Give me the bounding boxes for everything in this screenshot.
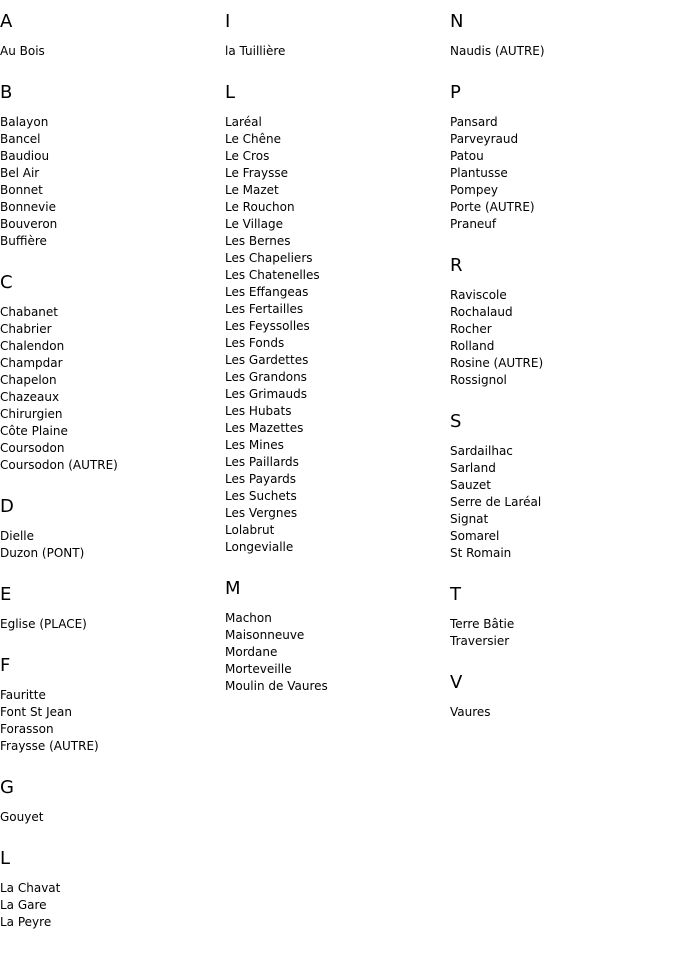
place-link[interactable]: Naudis (AUTRE)	[450, 44, 545, 58]
entry-list	[0, 114, 220, 250]
place-link[interactable]: Bonnevie	[0, 200, 56, 214]
letter-group	[225, 81, 445, 556]
letter-group	[0, 271, 220, 474]
place-link[interactable]: Traversier	[450, 634, 510, 648]
letter-heading: P	[450, 82, 461, 103]
letter-group	[450, 81, 670, 233]
place-link[interactable]: Le Village	[225, 217, 283, 231]
index-column-2	[225, 10, 445, 716]
letter-heading: E	[0, 584, 12, 605]
letter-heading: I	[225, 11, 231, 32]
place-link[interactable]: Chabanet	[0, 305, 59, 319]
place-link[interactable]: Le Rouchon	[225, 200, 295, 214]
place-link[interactable]: Moulin de Vaures	[225, 679, 328, 693]
place-link[interactable]: Fauritte	[0, 688, 46, 702]
place-link[interactable]: Laréal	[225, 115, 262, 129]
place-link[interactable]: Rochalaud	[450, 305, 513, 319]
place-link[interactable]: Raviscole	[450, 288, 507, 302]
letter-group	[225, 10, 445, 60]
place-link[interactable]: Les Mazettes	[225, 421, 304, 435]
place-link[interactable]: Rocher	[450, 322, 492, 336]
place-link[interactable]: Le Mazet	[225, 183, 279, 197]
place-link[interactable]: Bancel	[0, 132, 41, 146]
letter-group	[0, 654, 220, 755]
place-link[interactable]: Parveyraud	[450, 132, 519, 146]
place-link[interactable]: Mordane	[225, 645, 278, 659]
place-link[interactable]: Rossignol	[450, 373, 507, 387]
letter-group	[450, 10, 670, 60]
letter-heading: R	[450, 255, 463, 276]
letter-heading: T	[450, 584, 461, 605]
place-link[interactable]: Baudiou	[0, 149, 50, 163]
place-link[interactable]: Chabrier	[0, 322, 52, 336]
letter-heading: B	[0, 82, 13, 103]
place-link[interactable]: Les Vergnes	[225, 506, 298, 520]
letter-group	[450, 671, 670, 721]
entry-list	[450, 43, 670, 60]
letter-group	[0, 847, 220, 931]
letter-group	[0, 81, 220, 250]
place-link[interactable]: Les Fonds	[225, 336, 285, 350]
letter-heading: M	[225, 578, 241, 599]
entry-list	[450, 443, 670, 562]
letter-heading: S	[450, 411, 462, 432]
letter-heading: D	[0, 496, 14, 517]
entry-list	[225, 114, 445, 556]
place-link[interactable]: Bel Air	[0, 166, 40, 180]
place-link[interactable]: Pansard	[450, 115, 498, 129]
entry-list	[0, 809, 220, 826]
place-link[interactable]: Les Grandons	[225, 370, 307, 384]
place-link[interactable]: Champdar	[0, 356, 63, 370]
place-link[interactable]: Terre Bâtie	[450, 617, 515, 631]
place-link[interactable]: Le Cros	[225, 149, 270, 163]
place-link[interactable]: Côte Plaine	[0, 424, 68, 438]
letter-group	[0, 776, 220, 826]
place-link[interactable]: Dielle	[0, 529, 35, 543]
letter-heading: N	[450, 11, 464, 32]
place-link[interactable]: Somarel	[450, 529, 500, 543]
letter-heading: L	[225, 82, 236, 103]
letter-heading: C	[0, 272, 13, 293]
place-link[interactable]: Vaures	[450, 705, 491, 719]
place-link[interactable]: Les Bernes	[225, 234, 291, 248]
place-link[interactable]: Le Fraysse	[225, 166, 288, 180]
place-link[interactable]: Machon	[225, 611, 272, 625]
place-link[interactable]: Les Chapeliers	[225, 251, 313, 265]
place-link[interactable]: Sarland	[450, 461, 496, 475]
place-link[interactable]: Morteveille	[225, 662, 292, 676]
place-link[interactable]: Eglise (PLACE)	[0, 617, 87, 631]
place-link[interactable]: Chalendon	[0, 339, 65, 353]
letter-heading: L	[0, 848, 11, 869]
letter-heading: A	[0, 11, 13, 32]
place-link[interactable]: St Romain	[450, 546, 512, 560]
entry-list	[225, 610, 445, 695]
place-link[interactable]: Les Feyssolles	[225, 319, 310, 333]
place-link[interactable]: Les Fertailles	[225, 302, 304, 316]
place-link[interactable]: Porte (AUTRE)	[450, 200, 535, 214]
place-link[interactable]: Sardailhac	[450, 444, 513, 458]
place-link[interactable]: Serre de Laréal	[450, 495, 542, 509]
place-link[interactable]: Fraysse (AUTRE)	[0, 739, 99, 753]
index-column-1	[0, 10, 220, 952]
letter-heading: G	[0, 777, 14, 798]
place-link[interactable]: Bonnet	[0, 183, 43, 197]
place-link[interactable]: Lolabrut	[225, 523, 275, 537]
place-link[interactable]: Buffière	[0, 234, 47, 248]
place-link[interactable]: Coursodon	[0, 441, 65, 455]
place-link[interactable]: Forasson	[0, 722, 54, 736]
place-link[interactable]: Les Gardettes	[225, 353, 309, 367]
place-link[interactable]: Les Mines	[225, 438, 284, 452]
index-column-3	[450, 10, 670, 742]
place-link[interactable]: Au Bois	[0, 44, 45, 58]
place-link[interactable]: La Gare	[0, 898, 47, 912]
place-link[interactable]: Les Chatenelles	[225, 268, 320, 282]
place-link[interactable]: Gouyet	[0, 810, 44, 824]
place-link[interactable]: Coursodon (AUTRE)	[0, 458, 118, 472]
letter-group	[225, 577, 445, 695]
entry-list	[0, 43, 220, 60]
place-link[interactable]: Chirurgien	[0, 407, 63, 421]
place-link[interactable]: Bouveron	[0, 217, 58, 231]
place-link[interactable]: Plantusse	[450, 166, 508, 180]
place-link[interactable]: Les Payards	[225, 472, 297, 486]
entry-list	[0, 880, 220, 931]
entry-list	[450, 616, 670, 650]
place-link[interactable]: Les Suchets	[225, 489, 297, 503]
letter-group	[450, 583, 670, 650]
place-link[interactable]: Les Grimauds	[225, 387, 308, 401]
place-link[interactable]: Rosine (AUTRE)	[450, 356, 544, 370]
place-link[interactable]: Le Chêne	[225, 132, 282, 146]
letter-group	[0, 10, 220, 60]
place-link[interactable]: Les Paillards	[225, 455, 299, 469]
place-link[interactable]: Les Hubats	[225, 404, 292, 418]
place-link[interactable]: Duzon (PONT)	[0, 546, 85, 560]
place-link[interactable]: Font St Jean	[0, 705, 72, 719]
entry-list	[0, 304, 220, 474]
place-link[interactable]: La Peyre	[0, 915, 52, 929]
place-link[interactable]: Rolland	[450, 339, 495, 353]
letter-group	[0, 495, 220, 562]
place-link[interactable]: Sauzet	[450, 478, 491, 492]
entry-list	[0, 687, 220, 755]
place-link[interactable]: Chazeaux	[0, 390, 60, 404]
letter-heading: V	[450, 672, 463, 693]
letter-group	[450, 410, 670, 562]
letter-group	[0, 583, 220, 633]
place-link[interactable]: Maisonneuve	[225, 628, 305, 642]
entry-list	[450, 287, 670, 389]
entry-list	[450, 114, 670, 233]
entry-list	[450, 704, 670, 721]
place-link[interactable]: Pompey	[450, 183, 498, 197]
place-link[interactable]: Chapelon	[0, 373, 57, 387]
entry-list	[0, 528, 220, 562]
entry-list	[225, 43, 445, 60]
place-link[interactable]: Les Effangeas	[225, 285, 309, 299]
place-link[interactable]: Praneuf	[450, 217, 497, 231]
place-link[interactable]: Balayon	[0, 115, 49, 129]
letter-heading: F	[0, 655, 11, 676]
place-link[interactable]: Patou	[450, 149, 484, 163]
place-link[interactable]: Signat	[450, 512, 489, 526]
place-link[interactable]: Longevialle	[225, 540, 294, 554]
entry-list	[0, 616, 220, 633]
letter-group	[450, 254, 670, 389]
place-link[interactable]: La Chavat	[0, 881, 61, 895]
place-link[interactable]: la Tuillière	[225, 44, 286, 58]
